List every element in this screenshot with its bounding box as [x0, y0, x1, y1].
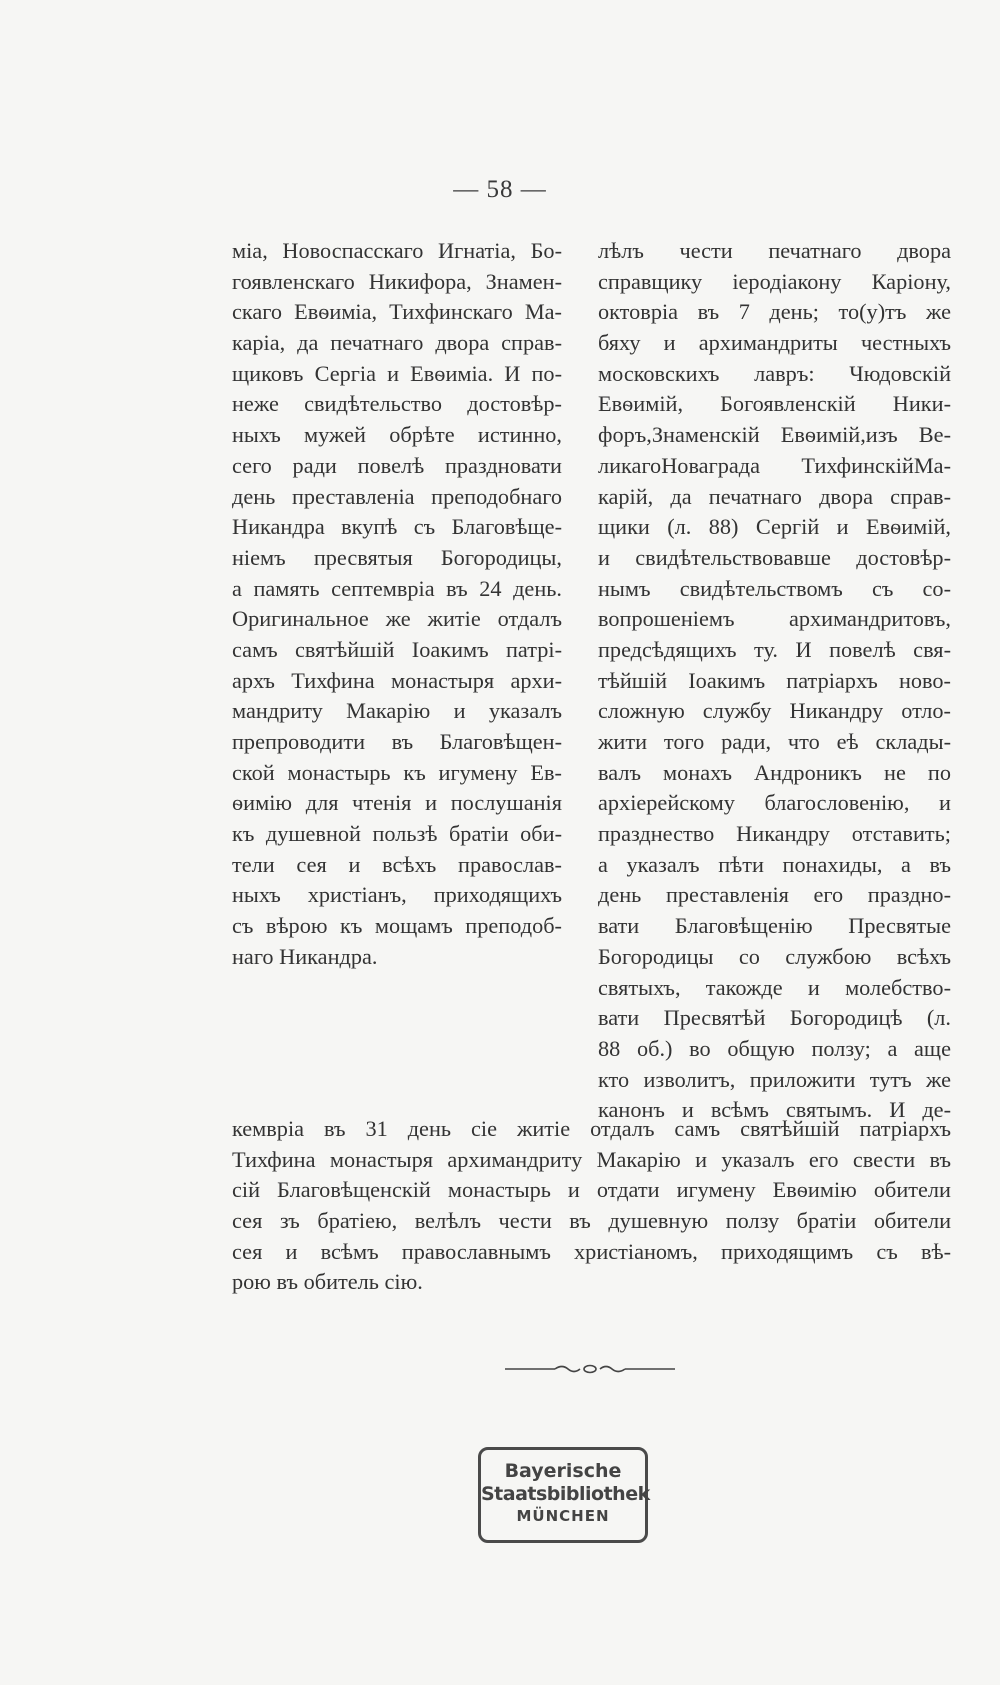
library-stamp	[478, 1447, 648, 1543]
text-line: гоявленскаго Никифора, Знамен-	[232, 268, 562, 294]
ornament-divider-icon	[500, 1358, 680, 1380]
text-line: форъ,Знаменскій Евѳимій,изъ Ве-	[598, 422, 951, 448]
text-line: Богородицы со службою всѣхъ	[598, 943, 951, 969]
text-line: сложную службу Никандру отло-	[598, 698, 951, 724]
text-line: самъ святѣйшій Іоакимъ патрі-	[232, 636, 562, 662]
text-line: вопрошеніемъ архимандритовъ,	[598, 606, 951, 632]
text-line: скаго Евѳиміа, Тихфинскаго Ма-	[232, 299, 562, 325]
text-line: валъ монахъ Андроникъ не по	[598, 759, 951, 785]
full-width-paragraph	[232, 1114, 951, 1298]
text-line: тели сея и всѣхъ православ-	[232, 851, 562, 877]
right-column	[598, 236, 951, 1126]
text-line: ской монастырь къ игумену Ев-	[232, 759, 562, 785]
text-line: рою въ обитель сію.	[232, 1269, 423, 1295]
text-line: щики (л. 88) Сергій и Евѳимій,	[598, 514, 951, 540]
text-line: Тихфина монастыря архимандриту Макарію и указалъ его свести въ	[232, 1146, 951, 1172]
text-line: московскихъ лавръ: Чюдовскій	[598, 360, 951, 386]
text-line: бяху и архимандриты честныхъ	[598, 330, 951, 356]
text-line: канонъ и всѣмъ святымъ. И де-	[598, 1097, 951, 1123]
text-line: вати Благовѣщенію Пресвятые	[598, 913, 951, 939]
text-line: кемвріа въ 31 день сіе житіе отдалъ самъ святѣйшій патріархъ	[232, 1116, 951, 1141]
stamp-line: MÜNCHEN	[516, 1507, 610, 1525]
text-line: а указалъ пѣти понахиды, а въ	[598, 851, 951, 877]
text-line: Евѳимій, Богоявленскій Ники-	[598, 391, 951, 417]
text-line: каріа, да печатнаго двора справ-	[232, 330, 562, 356]
text-line: ныхъ мужей обрѣте истинно,	[232, 422, 562, 448]
text-line: препроводити въ Благовѣщен-	[232, 729, 562, 754]
text-line: міа, Новоспасскаго Игнатіа, Бо-	[232, 238, 562, 263]
text-line: сея зъ братіею, велѣлъ чести въ душевную ползу братіи обители	[232, 1208, 951, 1234]
text-line: наго Никандра.	[232, 943, 378, 969]
text-line: ликагоНоваграда ТихфинскійМа-	[598, 452, 951, 478]
text-line: лѣлъ чести печатнаго двора	[598, 238, 951, 263]
text-line: жити того ради, что еѣ склады-	[598, 729, 951, 754]
text-line: 88 об.) во общую ползу; а аще	[598, 1035, 951, 1061]
left-column	[232, 236, 562, 973]
stamp-line: Staatsbibliothek	[481, 1483, 650, 1505]
text-line: архъ Тихфина монастыря архи-	[232, 667, 562, 693]
text-line: къ душевной пользѣ братіи оби-	[232, 821, 562, 847]
text-line: день преставленія его праздно-	[598, 882, 951, 908]
text-line: октовріа въ 7 день; то(у)тъ же	[598, 299, 951, 325]
text-line: сея и всѣмъ православнымъ христіаномъ, приходящимъ съ вѣ-	[232, 1238, 951, 1264]
text-line: Оригинальное же житіе отдалъ	[232, 606, 562, 632]
text-line: сій Благовѣщенскій монастырь и отдати игумену Евѳимію обители	[232, 1177, 951, 1203]
stamp-line: Bayerische	[504, 1460, 622, 1482]
text-line: и свидѣтельствовавше достовѣр-	[598, 544, 951, 570]
text-line: день преставленіа преподобнаго	[232, 483, 562, 509]
text-line: мандриту Макарію и указалъ	[232, 698, 562, 724]
text-line: архіерейскому благословенію, и	[598, 790, 951, 816]
text-line: а память септемвріа въ 24 день.	[232, 575, 562, 601]
text-line: неже свидѣтельство достовѣр-	[232, 391, 562, 417]
text-line: празднество Никандру отставить;	[598, 821, 951, 847]
text-line: святыхъ, такожде и молебство-	[598, 974, 951, 1000]
text-line: съ вѣрою къ мощамъ преподоб-	[232, 913, 562, 939]
page-number: — 58 —	[453, 176, 547, 203]
text-line: справщику іеродіакону Каріону,	[598, 268, 951, 294]
text-line: карій, да печатнаго двора справ-	[598, 483, 951, 509]
text-line: ѳимію для чтенія и послушанія	[232, 790, 562, 816]
text-line: предсѣдящихъ ту. И повелѣ свя-	[598, 636, 951, 662]
text-line: тѣйшій Іоакимъ патріархъ ново-	[598, 667, 951, 693]
text-line: вати Пресвятѣй Богородицѣ (л.	[598, 1005, 951, 1031]
text-line: щиковъ Сергіа и Евѳиміа. И по-	[232, 360, 562, 386]
text-line: сего ради повелѣ праздновати	[232, 452, 562, 478]
text-line: ныхъ христіанъ, приходящихъ	[232, 882, 562, 908]
text-line: нымъ свидѣтельствомъ съ со-	[598, 575, 951, 601]
text-line: кто изволитъ, приложити тутъ же	[598, 1066, 951, 1092]
text-line: ніемъ пресвятыя Богородицы,	[232, 544, 562, 570]
text-line: Никандра вкупѣ съ Благовѣще-	[232, 514, 562, 540]
